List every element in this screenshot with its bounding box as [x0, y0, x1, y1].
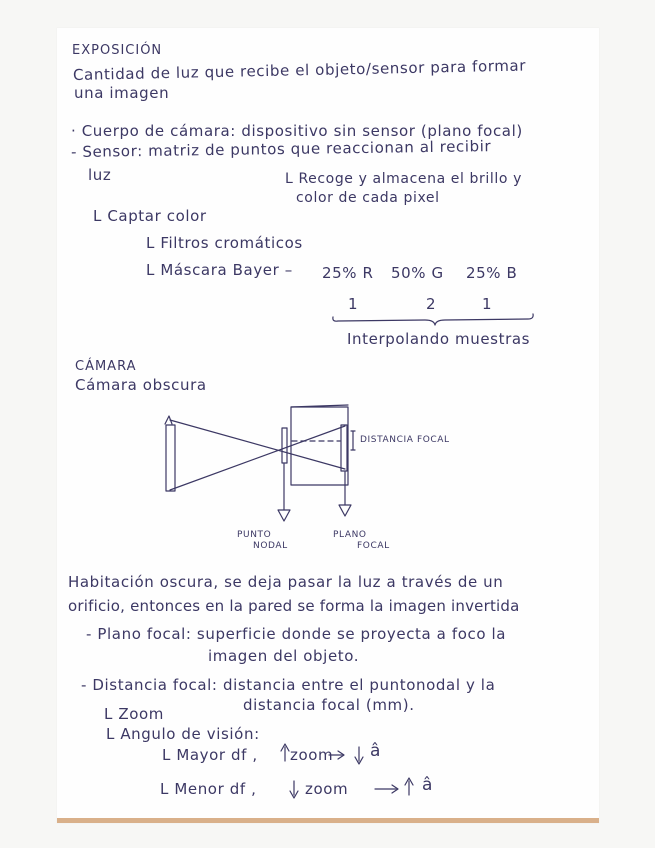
light-ray-bottom: [170, 426, 345, 490]
plano-focal-def-line1: - Plano focal: superficie donde se proyecta a foco la: [86, 625, 507, 643]
bayer-ratio-3: 1: [482, 295, 493, 313]
bayer-green-percent: 50% G: [391, 264, 444, 282]
menor-angle-label: â: [422, 775, 434, 795]
mascara-bayer-note: L Máscara Bayer –: [146, 261, 293, 279]
mayor-angle-label: â: [370, 741, 382, 761]
captar-color-note: L Captar color: [93, 207, 207, 225]
recoge-note-line1: L Recoge y almacena el brillo y: [285, 171, 522, 187]
punto-nodal-label-line2: NODAL: [253, 541, 288, 551]
habitacion-note-line1: Habitación oscura, se deja pasar la luz a través de un: [68, 573, 504, 591]
plano-focal-label-line2: FOCAL: [357, 541, 390, 551]
object-figure: [166, 425, 175, 491]
angulo-vision-note: L Angulo de visión:: [106, 725, 260, 743]
camera-body-box: [291, 407, 348, 485]
distancia-focal-label: DISTANCIA FOCAL: [360, 435, 450, 445]
bayer-blue-percent: 25% B: [466, 264, 518, 282]
section-heading-camara: CÁMARA: [75, 359, 137, 374]
plano-focal-def-line2: imagen del objeto.: [208, 647, 360, 665]
distancia-focal-def-line2: distancia focal (mm).: [243, 696, 415, 714]
recoge-note-line2: color de cada pixel: [296, 190, 440, 206]
bayer-ratio-2: 2: [426, 295, 437, 313]
bayer-red-percent: 25% R: [322, 264, 374, 282]
mayor-zoom-label: zoom: [290, 746, 334, 764]
sensor-note-line2: luz: [88, 166, 112, 184]
zoom-note: L Zoom: [104, 705, 164, 723]
filtros-cromaticos-note: L Filtros cromáticos: [146, 234, 303, 252]
cuerpo-camara-note: · Cuerpo de cámara: dispositivo sin sensor (plano focal): [71, 122, 523, 140]
interpolando-note: Interpolando muestras: [347, 330, 531, 348]
bayer-ratio-1: 1: [348, 295, 359, 313]
section-heading-exposicion: EXPOSICIÓN: [72, 43, 163, 58]
camara-obscura-subheading: Cámara obscura: [75, 376, 207, 394]
exposicion-definition-line2: una imagen: [74, 84, 170, 102]
lens-bracket: [282, 428, 287, 463]
image-plane: [341, 425, 347, 471]
exposicion-definition-line1: Cantidad de luz que recibe el objeto/sensor para formar: [72, 56, 527, 84]
punto-nodal-label-line1: PUNTO: [237, 530, 272, 540]
plano-focal-label-line1: PLANO: [333, 530, 367, 540]
sensor-note-line1: - Sensor: matriz de puntos que reaccionan al recibir: [70, 137, 492, 161]
habitacion-note-line2: orificio, entonces en la pared se forma la imagen invertida: [68, 597, 520, 615]
mayor-df-label: L Mayor df ,: [162, 746, 258, 764]
menor-zoom-label: zoom: [305, 780, 349, 798]
punto-nodal-arrowhead: [278, 510, 290, 521]
light-ray-top: [170, 420, 345, 469]
distancia-focal-def-line1: - Distancia focal: distancia entre el puntonodal y la: [81, 676, 496, 694]
interpolation-bracket: [333, 314, 533, 325]
plano-focal-arrowhead: [339, 505, 351, 516]
menor-df-label: L Menor df ,: [160, 780, 257, 798]
